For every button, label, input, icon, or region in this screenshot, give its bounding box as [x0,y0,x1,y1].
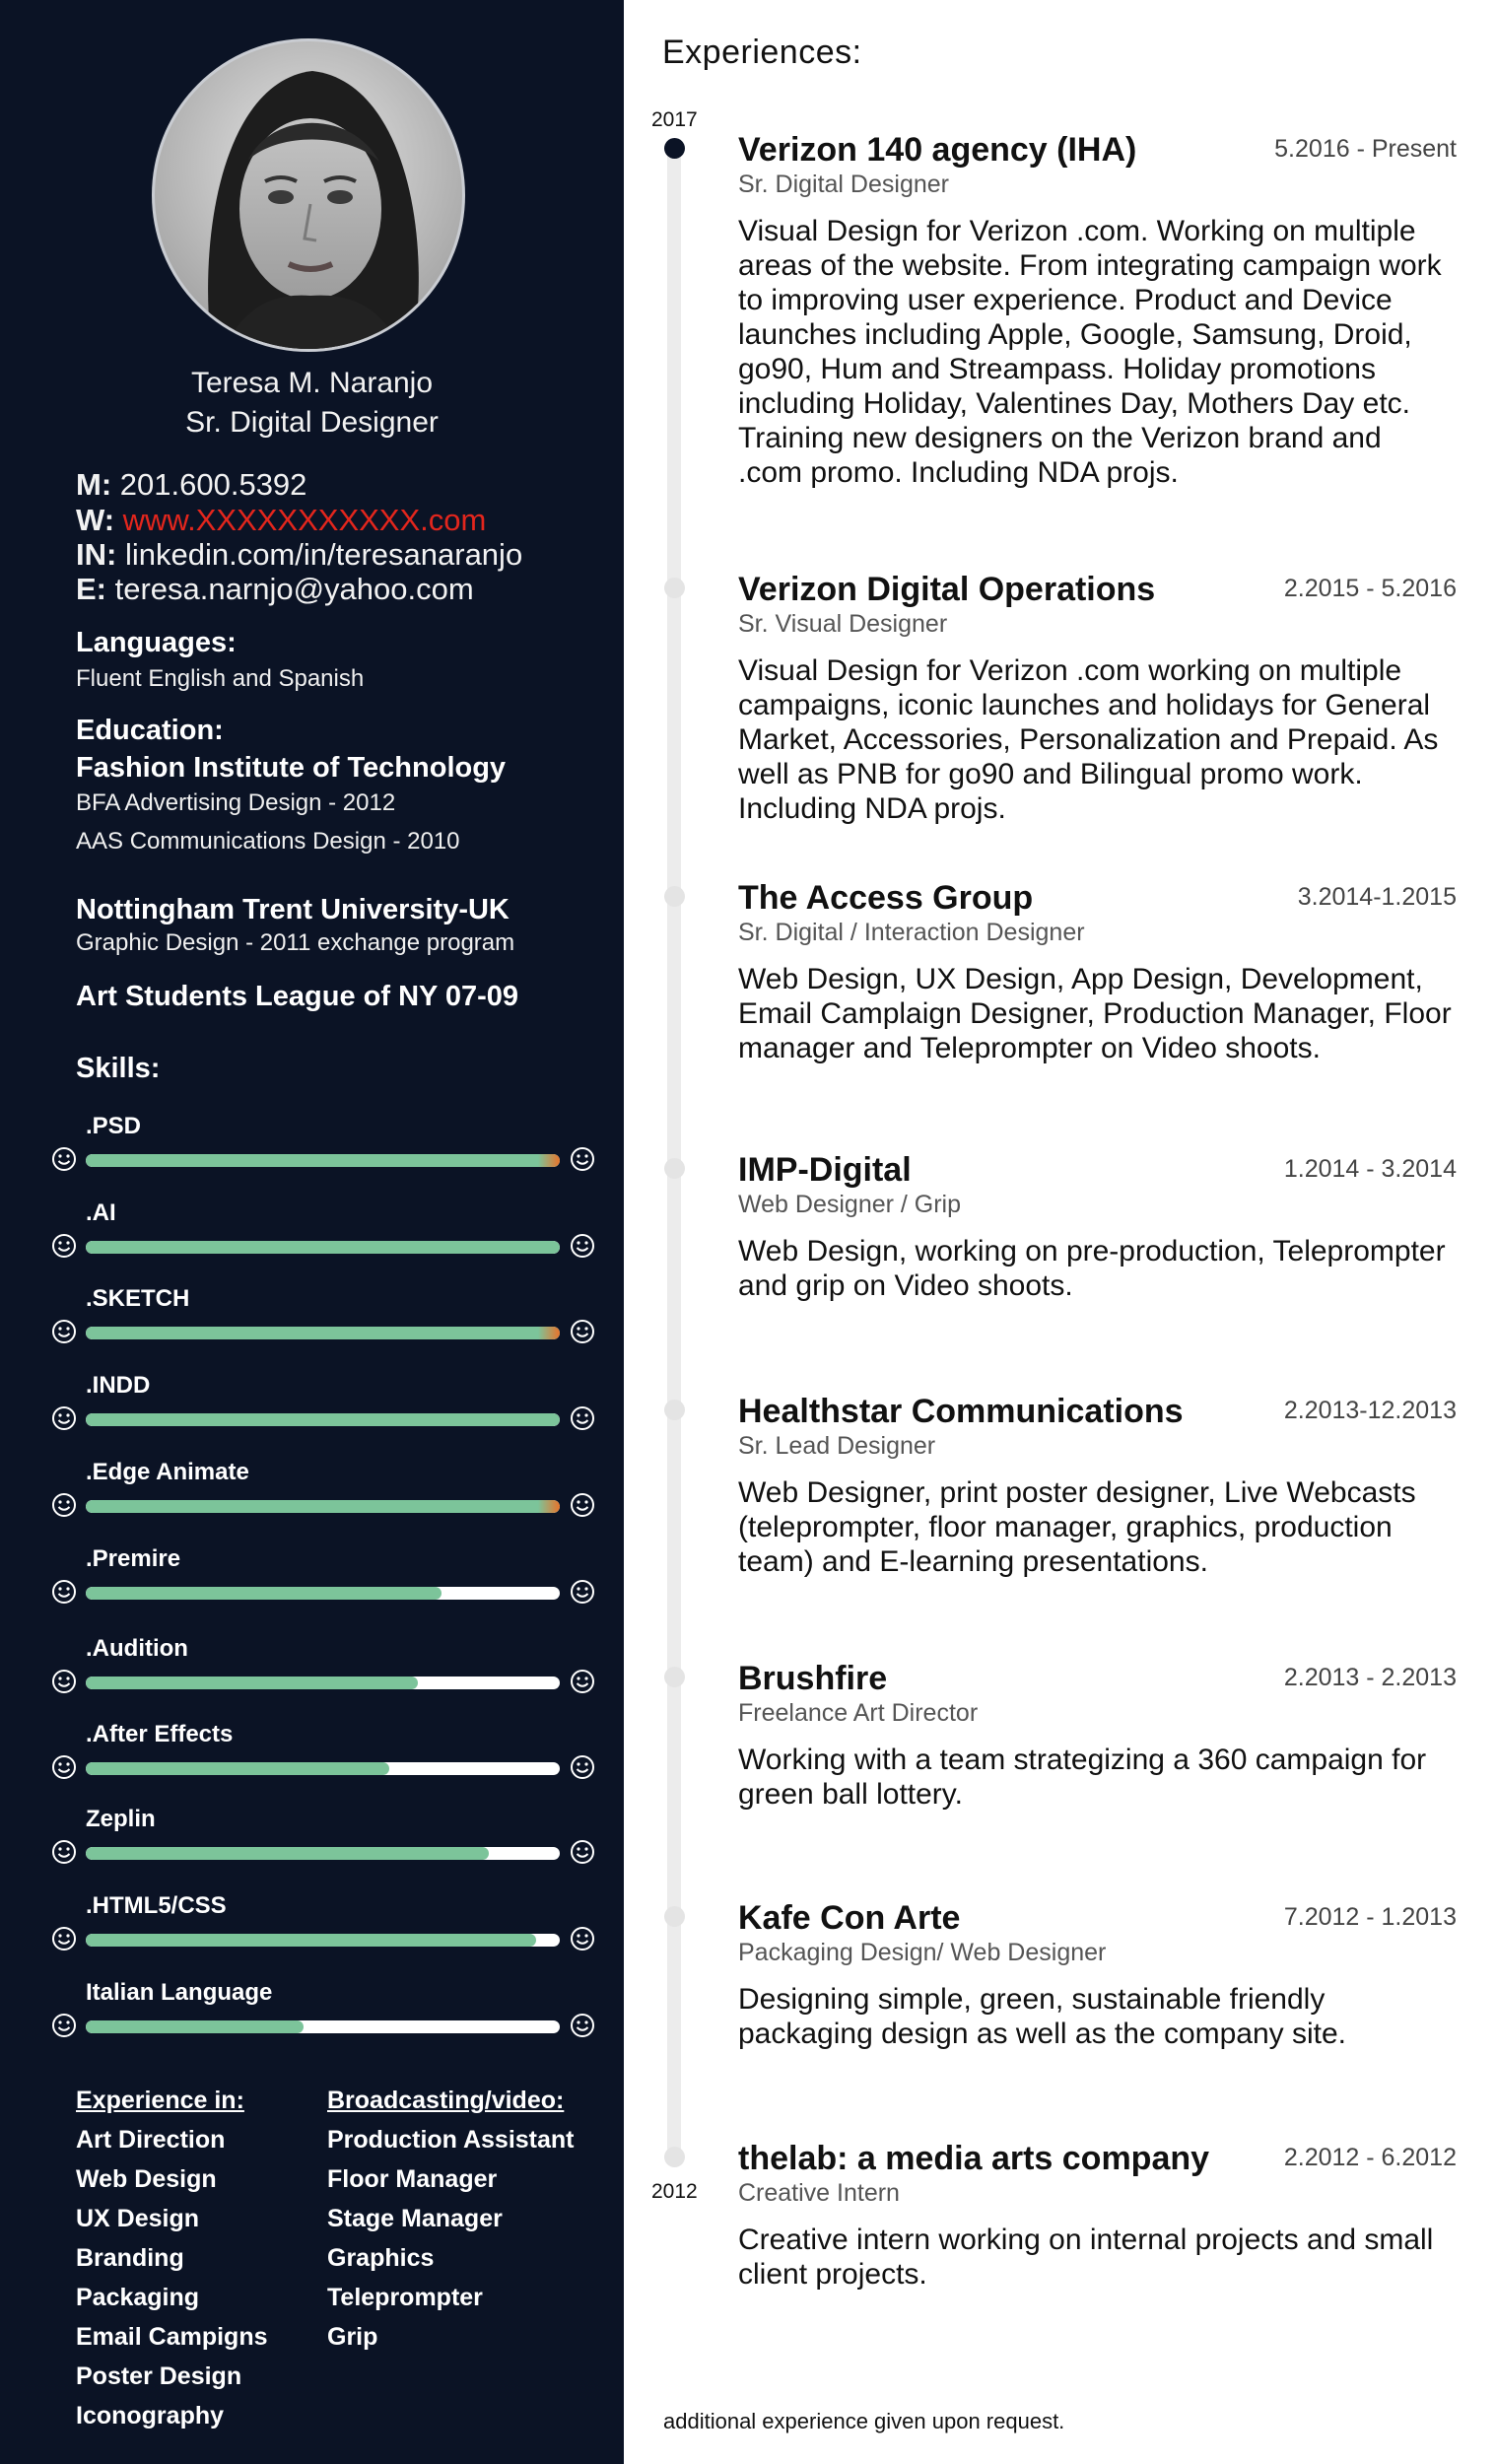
contact-value: 201.600.5392 [119,467,307,502]
timeline-dot [664,1158,685,1179]
contact-web [76,503,486,538]
job-description: Working with a team strategizing a 360 campaign for green ball lottery. [738,1744,1427,1811]
broadcasting-item: Stage Manager [327,2205,503,2232]
broadcasting-item: Production Assistant [327,2126,575,2154]
contact-key: W: [76,503,115,537]
experience-in-item: Packaging [76,2284,200,2311]
profile-title: Sr. Digital Designer [185,406,439,439]
skill-bar [86,1500,560,1513]
languages-heading: Languages: [76,627,237,658]
skill-bar [86,1587,560,1600]
smiley-icon [51,1233,77,1259]
smiley-icon [570,1319,595,1344]
skill-name: .HTML5/CSS [86,1892,227,1919]
skill-row [51,1979,595,2044]
timeline-dot [664,886,685,907]
smiley-icon [570,1146,595,1172]
job-dates: 2.2012 - 6.2012 [1283,2144,1457,2171]
job-dates: 7.2012 - 1.2013 [1283,1903,1457,1931]
skills-heading: Skills: [76,1053,161,1084]
skill-bar [86,1327,560,1339]
contact-key: M: [76,467,112,502]
job-description: Web Design, working on pre-production, Teleprompter and grip on Video shoots. [738,1235,1446,1302]
skill-bar [86,1413,560,1426]
timeline-dot [664,1667,685,1687]
experience-in-item: Iconography [76,2402,225,2430]
timeline-dot [664,2147,685,2167]
smiley-icon [570,1669,595,1694]
broadcasting-item: Graphics [327,2244,435,2272]
job-description: Web Designer, print poster designer, Live Webcasts (teleprompter, floor manager, graphics, production team) and E-learning presentations. [738,1476,1416,1578]
job-description: Creative intern working on internal projects and small client projects. [738,2224,1434,2291]
experience-in-item: Branding [76,2244,184,2272]
skill-name: .INDD [86,1372,151,1399]
timeline-year-end: 2012 [651,2180,698,2203]
skill-row [51,1545,595,1610]
job-dates: 3.2014-1.2015 [1297,883,1457,911]
job-role: Packaging Design/ Web Designer [738,1939,1107,1966]
contact-mobile [76,467,306,503]
job-company: Verizon 140 agency (IHA) [738,131,1137,169]
skill-name: .Edge Animate [86,1459,249,1485]
job-dates: 2.2013-12.2013 [1283,1397,1457,1424]
skill-row [51,1806,595,1871]
timeline-dot [664,1400,685,1420]
job-description: Web Design, UX Design, App Design, Development, Email Camplaign Designer, Production Manager, Floor manager and Teleprompter on Video shoots. [738,963,1452,1064]
smiley-icon [51,1579,77,1605]
smiley-icon [570,1405,595,1431]
smiley-icon [51,1669,77,1694]
timeline-dot [664,578,685,598]
skill-bar-fill [86,1241,560,1254]
skill-bar [86,1241,560,1254]
smiley-icon [51,1492,77,1518]
job-dates: 1.2014 - 3.2014 [1283,1155,1457,1183]
job-dates: 2.2015 - 5.2016 [1283,575,1457,602]
smiley-icon [570,1754,595,1780]
job-company: IMP-Digital [738,1151,912,1189]
linkedin-link[interactable]: linkedin.com/in/teresanaranjo [124,537,523,572]
skill-bar-fill [86,1500,560,1513]
skill-bar-accent [538,1500,560,1513]
education-degree-bfa: BFA Advertising Design - 2012 [76,789,396,816]
skill-row [51,1372,595,1437]
skill-bar-fill [86,1413,560,1426]
skill-row [51,1459,595,1524]
experience-in-item: Art Direction [76,2126,226,2154]
smiley-icon [51,1754,77,1780]
contact-email [76,572,474,607]
smiley-icon [570,1233,595,1259]
skill-row [51,1892,595,1957]
languages-text: Fluent English and Spanish [76,665,365,692]
experience-in-heading: Experience in: [76,2087,244,2114]
broadcasting-item: Teleprompter [327,2284,483,2311]
job-dates: 2.2013 - 2.2013 [1283,1664,1457,1691]
email-link[interactable]: teresa.narnjo@yahoo.com [114,572,474,606]
experience-in-item: UX Design [76,2205,200,2232]
education-heading: Education: [76,715,224,746]
skill-name: .AI [86,1199,116,1226]
timeline-line [667,148,681,2158]
footer-note: additional experience given upon request. [663,2409,1065,2433]
smiley-icon [51,1405,77,1431]
job-role: Creative Intern [738,2179,900,2207]
skill-bar-fill [86,1677,418,1689]
experience-in-item: Poster Design [76,2362,242,2390]
skill-bar [86,1934,560,1947]
contact-key: E: [76,572,106,606]
skill-bar-fill [86,1762,389,1775]
skill-bar-fill [86,1154,560,1167]
skill-name: .Audition [86,1635,188,1662]
education-school-ntu: Nottingham Trent University-UK [76,894,510,925]
experience-in-item: Web Design [76,2165,217,2193]
job-role: Freelance Art Director [738,1699,979,1727]
job-company: thelab: a media arts company [738,2140,1210,2177]
skill-row [51,1113,595,1178]
smiley-icon [570,1839,595,1865]
education-school-asl: Art Students League of NY 07-09 [76,981,519,1012]
profile-photo-image [155,41,462,349]
education-school-fit: Fashion Institute of Technology [76,752,507,784]
skill-row [51,1721,595,1786]
job-company: Brushfire [738,1660,888,1697]
job-company: Kafe Con Arte [738,1899,961,1937]
smiley-icon [570,1579,595,1605]
skill-bar-accent [538,1154,560,1167]
skill-name: .After Effects [86,1721,234,1747]
job-role: Web Designer / Grip [738,1191,962,1218]
broadcasting-heading: Broadcasting/video: [327,2087,565,2114]
job-company: Healthstar Communications [738,1393,1184,1430]
education-degree-aas: AAS Communications Design - 2010 [76,828,460,855]
smiley-icon [570,1926,595,1951]
skill-bar-accent [538,1327,560,1339]
job-description: Visual Design for Verizon .com. Working on multiple areas of the website. From integrating campaign work to improving user experience. Product and Device launches including Apple, Google, Samsung, Droid, go90, Hum and Streampass. Holiday promotions including Holiday, Valentines Day, Mothers Day etc. Training new designers on the Verizon brand and .com promo. Including NDA projs. [738,215,1442,489]
profile-photo [152,38,465,352]
broadcasting-item: Grip [327,2323,378,2351]
skill-bar [86,2020,560,2033]
job-description: Designing simple, green, sustainable friendly packaging design as well as the company site. [738,1983,1347,2050]
job-dates: 5.2016 - Present [1274,135,1457,163]
education-degree-exchange: Graphic Design - 2011 exchange program [76,929,515,956]
skill-name: .Premire [86,1545,181,1572]
job-role: Sr. Digital / Interaction Designer [738,919,1085,946]
job-description: Visual Design for Verizon .com working on multiple campaigns, iconic launches and holidays for General Market, Accessories, Personalization and Prepaid. As well as PNB for go90 and Bilingual promo work. Including NDA projs. [738,654,1439,825]
skill-bar [86,1154,560,1167]
sidebar [0,0,624,2464]
skill-bar-fill [86,1847,489,1860]
contact-key: IN: [76,537,117,572]
skill-bar [86,1762,560,1775]
skill-name: Italian Language [86,1979,273,2006]
timeline-dot [664,1906,685,1927]
skill-bar [86,1847,560,1860]
skill-name: .SKETCH [86,1285,190,1312]
job-role: Sr. Digital Designer [738,171,949,198]
skill-bar-fill [86,2020,304,2033]
skill-row [51,1285,595,1350]
skill-name: Zeplin [86,1806,156,1832]
experience-in-item: Email Campigns [76,2323,268,2351]
timeline-dot [664,138,685,159]
smiley-icon [51,1146,77,1172]
smiley-icon [51,2013,77,2038]
experiences-heading: Experiences: [662,34,862,71]
job-role: Sr. Lead Designer [738,1432,936,1460]
smiley-icon [570,1492,595,1518]
smiley-icon [51,1319,77,1344]
smiley-icon [51,1926,77,1951]
job-company: Verizon Digital Operations [738,571,1156,608]
skill-row [51,1635,595,1700]
skill-bar-fill [86,1327,560,1339]
skill-row [51,1199,595,1265]
skill-bar [86,1677,560,1689]
job-role: Sr. Visual Designer [738,610,948,638]
timeline-year-start: 2017 [651,108,698,131]
skill-bar-fill [86,1587,442,1600]
website-link[interactable]: www.XXXXXXXXXXX.com [122,503,487,537]
profile-name: Teresa M. Naranjo [190,367,434,399]
smiley-icon [570,2013,595,2038]
skill-name: .PSD [86,1113,142,1139]
broadcasting-item: Floor Manager [327,2165,498,2193]
skill-bar-fill [86,1934,536,1947]
job-company: The Access Group [738,879,1034,917]
contact-linkedin [76,537,522,573]
smiley-icon [51,1839,77,1865]
